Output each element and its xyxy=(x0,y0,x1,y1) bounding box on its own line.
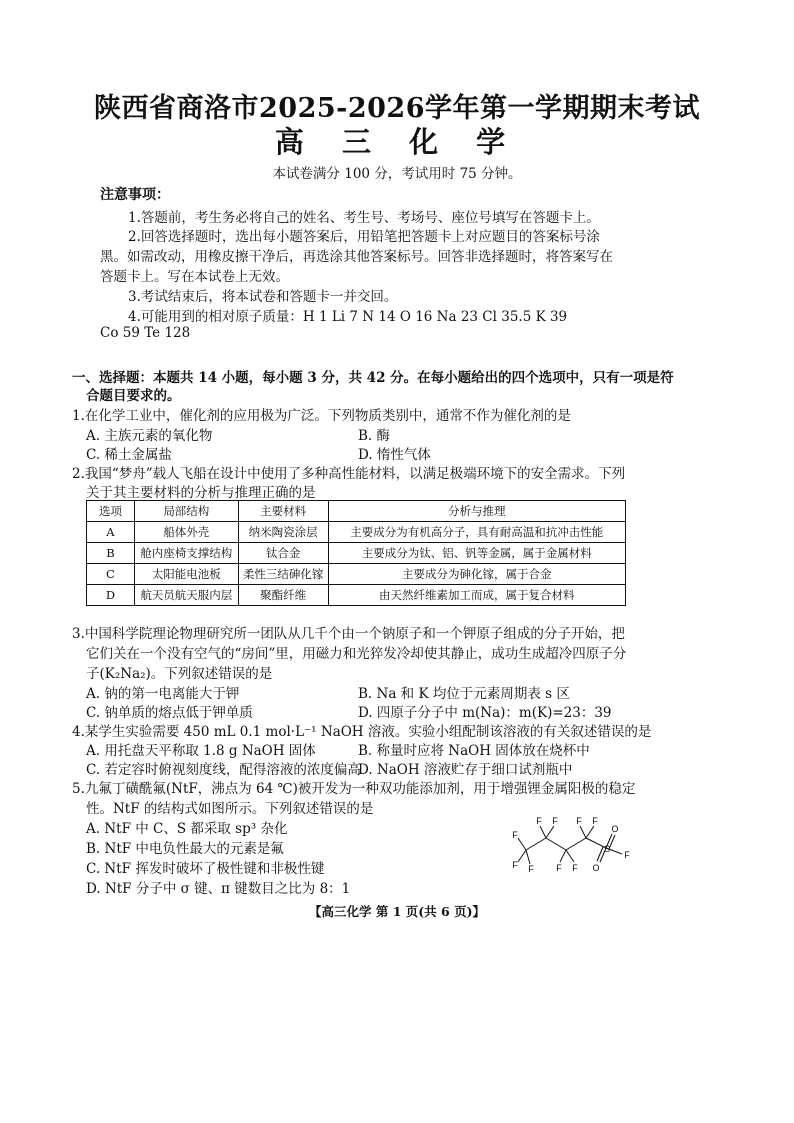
q4-option-c: C. 若定容时俯视刻度线，配得溶液的浓度偏高 xyxy=(86,762,361,778)
q4-option-d: D. NaOH 溶液贮存于细口试剂瓶中 xyxy=(358,762,573,778)
atom-o-label: O xyxy=(611,824,619,834)
q3-option-a: A. 钠的第一电离能大于钾 xyxy=(86,686,240,702)
atom-f-label: F xyxy=(624,850,630,860)
atom-f-label: F xyxy=(512,860,518,870)
table-cell: A xyxy=(87,522,135,543)
section-heading: 一、选择题：本题共 14 小题，每小题 3 分，共 42 分。在每小题给出的四个选项中，只有一项是符 xyxy=(72,370,674,386)
q5-stem-cont: 性。NtF 的结构式如图所示。下列叙述错误的是 xyxy=(86,801,374,817)
table-header-cell: 选项 xyxy=(87,501,135,522)
q3-stem: 3.中国科学院理论物理研究所一团队从几千个由一个钠原子和一个钾原子组成的分子开始，把 xyxy=(72,626,625,642)
q5-option-c: C. NtF 挥发时破坏了极性键和非极性键 xyxy=(86,861,325,877)
exam-meta: 本试卷满分 100 分，考试用时 75 分钟。 xyxy=(272,166,522,182)
note-line: 4.可能用到的相对原子质量：H 1 Li 7 N 14 O 16 Na 23 Cl 35.5 K 39 xyxy=(128,309,568,325)
table-row xyxy=(87,543,626,564)
atom-f-label: F xyxy=(552,816,558,826)
q2-stem-cont: 关于其主要材料的分析与推理正确的是 xyxy=(86,485,316,501)
table-cell: C xyxy=(87,564,135,585)
note-line: 1.答题前，考生务必将自己的姓名、考生号、考场号、座位号填写在答题卡上。 xyxy=(128,210,600,226)
ntf-structure-diagram xyxy=(508,808,638,872)
table-cell: 主要成分为有机高分子，具有耐高温和抗冲击性能 xyxy=(328,522,625,543)
subject-title: 高 三 化 学 xyxy=(274,125,520,159)
q5-stem: 5.九氟丁磺酰氟(NtF，沸点为 64 ℃)被开发为一种双功能添加剂，用于增强锂金属阳极的稳定 xyxy=(72,781,636,797)
table-row xyxy=(87,522,626,543)
table-cell: 船体外壳 xyxy=(134,522,238,543)
table-cell: 主要成分为砷化镓，属于合金 xyxy=(328,564,625,585)
atom-f-label: F xyxy=(512,830,518,840)
table-cell: 主要成分为钛、铝、钒等金属，属于金属材料 xyxy=(328,543,625,564)
q3-option-c: C. 钠单质的熔点低于钾单质 xyxy=(86,705,253,721)
exam-title: 陕西省商洛市2025-2026学年第一学期期末考试 xyxy=(94,93,700,124)
q5-option-b: B. NtF 中电负性最大的元素是氟 xyxy=(86,841,284,857)
section-heading-cont: 合题目要求的。 xyxy=(86,388,181,404)
note-line: 黑。如需改动，用橡皮擦干净后，再选涂其他答案标号。回答非选择题时，将答案写在 xyxy=(100,249,613,265)
q1-option-d: D. 惰性气体 xyxy=(358,447,431,463)
table-cell: 太阳能电池板 xyxy=(134,564,238,585)
table-header-cell: 主要材料 xyxy=(238,501,328,522)
atom-f-label: F xyxy=(528,864,534,872)
table-cell: 柔性三结砷化镓 xyxy=(238,564,328,585)
table-cell: 舱内座椅支撑结构 xyxy=(134,543,238,564)
q1-stem: 1.在化学工业中，催化剂的应用极为广泛。下列物质类别中，通常不作为催化剂的是 xyxy=(72,408,571,424)
atom-f-label: F xyxy=(536,816,542,826)
q3-stem-cont2: 子(K₂Na₂)。下列叙述错误的是 xyxy=(86,666,273,682)
materials-table xyxy=(86,500,626,606)
q2-stem: 2.我国“梦舟”载人飞船在设计中使用了多种高性能材料，以满足极端环境下的安全需求。下列 xyxy=(72,466,626,482)
notes-heading: 注意事项： xyxy=(100,187,170,203)
q5-option-d: D. NtF 分子中 σ 键、π 键数目之比为 8：1 xyxy=(86,881,351,897)
table-cell: 航天员航天服内层 xyxy=(134,585,238,606)
atom-f-label: F xyxy=(592,816,598,826)
table-cell: D xyxy=(87,585,135,606)
q4-stem: 4.某学生实验需要 450 mL 0.1 mol·L⁻¹ NaOH 溶液。实验小组配制该溶液的有关叙述错误的是 xyxy=(72,724,652,740)
table-cell: B xyxy=(87,543,135,564)
q1-option-c: C. 稀土金属盐 xyxy=(86,447,172,463)
note-line: Co 59 Te 128 xyxy=(100,325,191,341)
table-cell: 钛合金 xyxy=(238,543,328,564)
table-header-cell: 分析与推理 xyxy=(328,501,625,522)
table-row xyxy=(87,585,626,606)
table-cell: 聚酯纤维 xyxy=(238,585,328,606)
q1-option-b: B. 酶 xyxy=(358,428,391,444)
table-cell: 纳米陶瓷涂层 xyxy=(238,522,328,543)
q3-option-b: B. Na 和 K 均位于元素周期表 s 区 xyxy=(358,686,570,702)
atom-f-label: F xyxy=(556,863,562,872)
atom-f-label: F xyxy=(576,816,582,826)
table-row xyxy=(87,564,626,585)
q4-option-b: B. 称量时应将 NaOH 固体放在烧杯中 xyxy=(358,743,590,759)
q5-option-a: A. NtF 中 C、S 都采取 sp³ 杂化 xyxy=(86,821,288,837)
atom-s-label: S xyxy=(603,844,611,854)
note-line: 2.回答选择题时，选出每小题答案后，用铅笔把答题卡上对应题目的答案标号涂 xyxy=(128,229,600,245)
q3-option-d: D. 四原子分子中 m(Na)：m(K)=23：39 xyxy=(358,705,612,721)
table-cell: 由天然纤维素加工而成，属于复合材料 xyxy=(328,585,625,606)
atom-o-label: O xyxy=(592,863,600,872)
note-line: 3.考试结束后，将本试卷和答题卡一并交回。 xyxy=(128,289,398,305)
q4-option-a: A. 用托盘天平称取 1.8 g NaOH 固体 xyxy=(86,743,316,759)
table-header-row xyxy=(87,501,626,522)
atom-f-label: F xyxy=(572,863,578,872)
table-header-cell: 局部结构 xyxy=(134,501,238,522)
q3-stem-cont: 它们关在一个没有空气的“房间”里，用磁力和光猝发冷却使其静止，成功生成超冷四原子分 xyxy=(86,646,627,662)
page-footer: 【高三化学 第 1 页(共 6 页)】 xyxy=(309,904,485,919)
note-line: 答题卡上。写在本试卷上无效。 xyxy=(100,269,289,285)
q1-option-a: A. 主族元素的氧化物 xyxy=(86,428,213,444)
